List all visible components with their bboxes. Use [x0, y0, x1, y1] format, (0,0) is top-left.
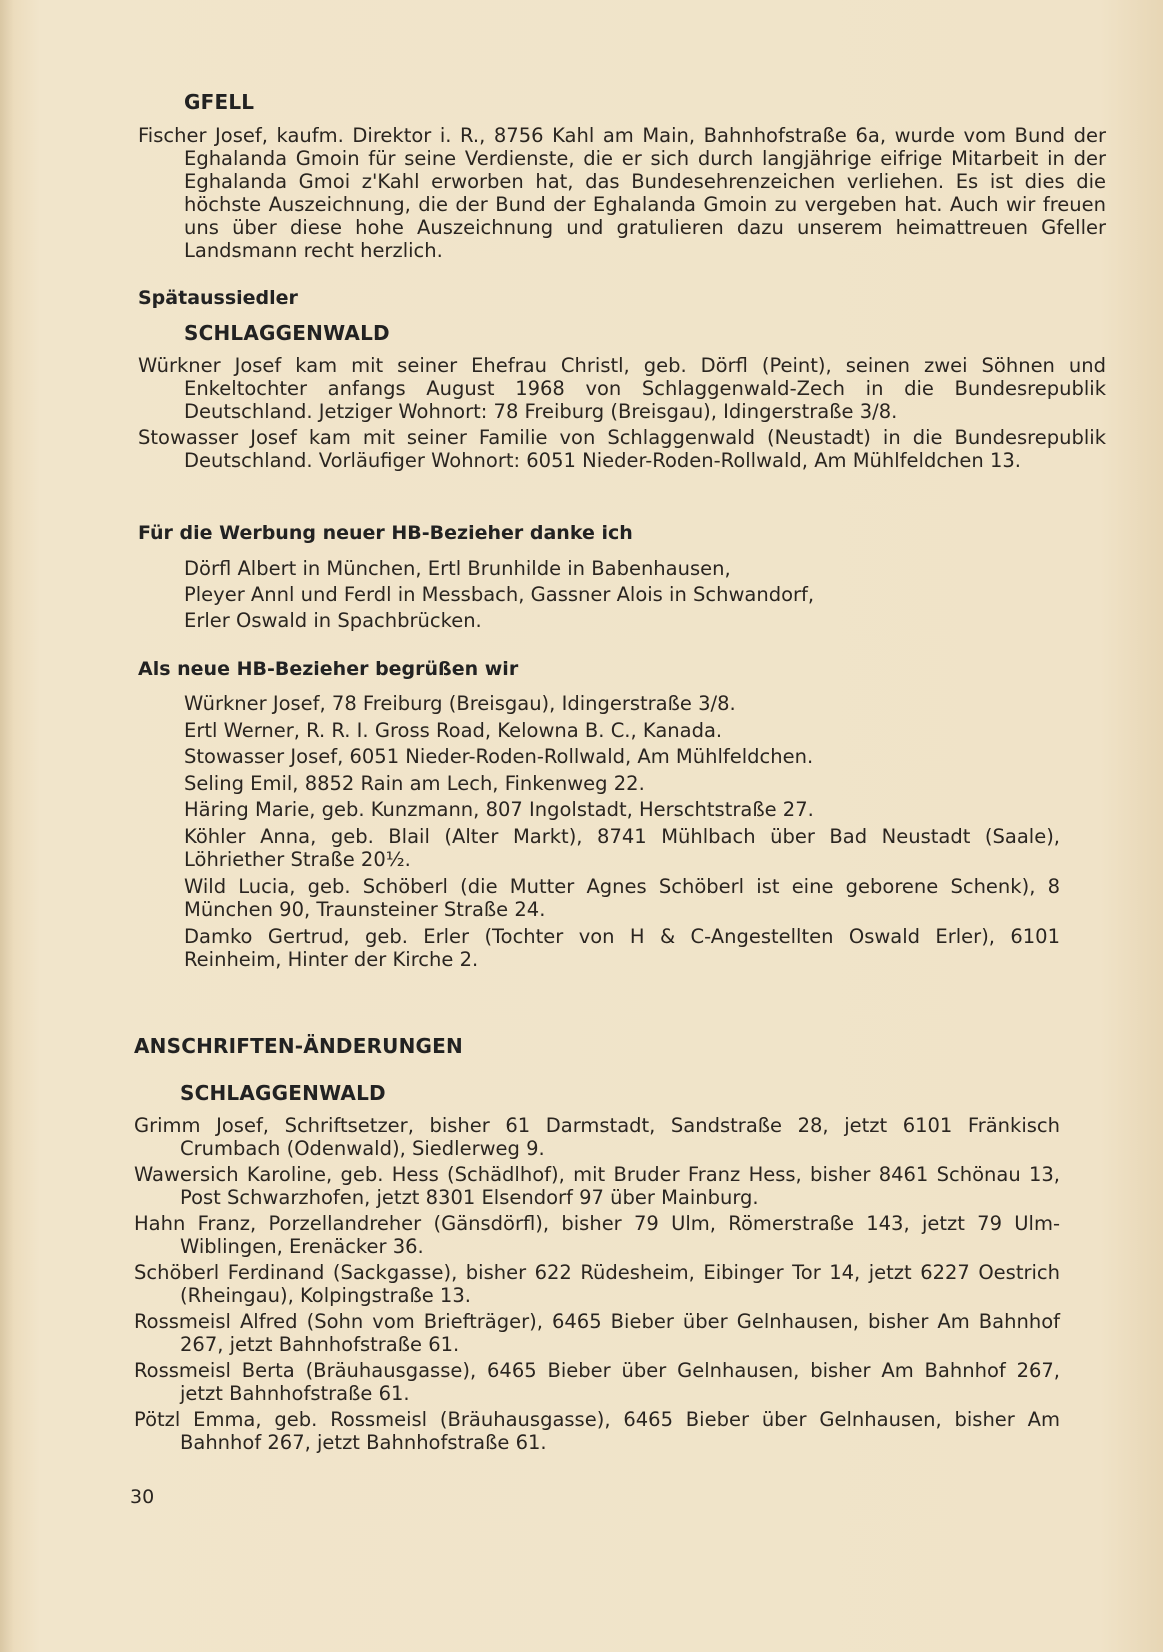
bezieher-entry: Ertl Werner, R. R. I. Gross Road, Kelowna B. C., Kanada. — [184, 718, 723, 742]
heading-spaetaussiedler: Spätaussiedler — [138, 287, 298, 309]
anschrift-entry: Wawersich Karoline, geb. Hess (Schädlhof), mit Bruder Franz Hess, bisher 8461 Schönau 13, Post Schwarzhofen, jetzt 8301 Elsendorf 97 über Mainburg. — [134, 1163, 1060, 1209]
subheading-schlaggenwald-2: SCHLAGGENWALD — [180, 1081, 386, 1105]
aussiedler-entry: Stowasser Josef kam mit seiner Familie von Schlaggenwald (Neustadt) in die Bundesrepublik Deutschland. Vorläufiger Wohnort: 6051 Nieder-Roden-Rollwald, Am Mühlfeldchen 13. — [138, 426, 1106, 472]
anschrift-entry: Rossmeisl Alfred (Sohn vom Briefträger), 6465 Bieber über Gelnhausen, bisher Am Bahnhof 267, jetzt Bahnhofstraße 61. — [134, 1310, 1060, 1356]
heading-werbung: Für die Werbung neuer HB-Bezieher danke ich — [138, 522, 633, 544]
anschrift-entry: Hahn Franz, Porzellandreher (Gänsdörfl), bisher 79 Ulm, Römerstraße 143, jetzt 79 Ulm-Wiblingen, Erenäcker 36. — [134, 1212, 1060, 1258]
werbung-line: Dörfl Albert in München, Ertl Brunhilde in Babenhausen, — [184, 557, 731, 580]
bezieher-entry: Würkner Josef, 78 Freiburg (Breisgau), Idingerstraße 3/8. — [184, 692, 736, 715]
werbung-line: Erler Oswald in Spachbrücken. — [184, 609, 482, 632]
page-number: 30 — [130, 1486, 155, 1508]
heading-gfell: GFELL — [184, 90, 255, 114]
bezieher-entry: Wild Lucia, geb. Schöberl (die Mutter Agnes Schöberl ist eine geborene Schenk), 8 München 90, Traunsteiner Straße 24. — [184, 874, 1060, 921]
heading-anschriften: ANSCHRIFTEN-ÄNDERUNGEN — [134, 1034, 463, 1058]
aussiedler-entry: Würkner Josef kam mit seiner Ehefrau Christl, geb. Dörfl (Peint), seinen zwei Söhnen und Enkeltochter anfangs August 1968 von Schlaggenwald-Zech in die Bundesrepublik Deutschland. Jetziger Wohnort: 78 Freiburg (Breisgau), Idingerstraße 3/8. — [138, 354, 1106, 423]
subheading-schlaggenwald-1: SCHLAGGENWALD — [184, 321, 390, 345]
anschrift-entry: Rossmeisl Berta (Bräuhausgasse), 6465 Bieber über Gelnhausen, bisher Am Bahnhof 267, jetzt Bahnhofstraße 61. — [134, 1359, 1060, 1405]
anschrift-entry: Schöberl Ferdinand (Sackgasse), bisher 622 Rüdesheim, Eibinger Tor 14, jetzt 6227 Oestrich (Rheingau), Kolpingstraße 13. — [134, 1261, 1060, 1307]
werbung-line: Pleyer Annl und Ferdl in Messbach, Gassner Alois in Schwandorf, — [184, 583, 815, 606]
neue-bezieher-list — [184, 692, 1060, 972]
heading-neue-bezieher: Als neue HB-Bezieher begrüßen wir — [138, 658, 519, 680]
anschrift-entry: Pötzl Emma, geb. Rossmeisl (Bräuhausgasse), 6465 Bieber über Gelnhausen, bisher Am Bahnhof 267, jetzt Bahnhofstraße 61. — [134, 1408, 1060, 1454]
anschrift-entry: Grimm Josef, Schriftsetzer, bisher 61 Darmstadt, Sandstraße 28, jetzt 6101 Fränkisch Crumbach (Odenwald), Siedlerweg 9. — [134, 1114, 1060, 1160]
bezieher-entry: Häring Marie, geb. Kunzmann, 807 Ingolstadt, Herschtstraße 27. — [184, 798, 814, 821]
anschriften-list — [134, 1114, 1060, 1454]
bezieher-entry: Köhler Anna, geb. Blail (Alter Markt), 8741 Mühlbach über Bad Neustadt (Saale), Löhriether Straße 20½. — [184, 824, 1060, 871]
bezieher-entry: Damko Gertrud, geb. Erler (Tochter von H & C-Angestellten Oswald Erler), 6101 Reinheim, Hinter der Kirche 2. — [184, 924, 1060, 971]
werbung-list — [184, 556, 1064, 634]
bezieher-entry: Seling Emil, 8852 Rain am Lech, Finkenweg 22. — [184, 771, 645, 795]
bezieher-entry: Stowasser Josef, 6051 Nieder-Roden-Rollwald, Am Mühlfeldchen. — [184, 745, 814, 768]
gfell-text: Fischer Josef, kaufm. Direktor i. R., 8756 Kahl am Main, Bahnhofstraße 6a, wurde vom Bund der Eghalanda Gmoin für seine Verdienste, die er sich durch langjährige eifrige Mitarbeit in der Eghalanda Gmoi z'Kahl erworben hat, das Bundesehrenzeichen verliehen. Es ist dies die höchste Auszeichnung, die der Bund der Eghalanda Gmoin zu vergeben hat. Auch wir freuen uns über diese hohe Auszeichnung und gratulieren dazu unserem heimattreuen Gfeller Landsmann recht herzlich. — [138, 124, 1106, 262]
section-gfell — [184, 90, 1064, 114]
